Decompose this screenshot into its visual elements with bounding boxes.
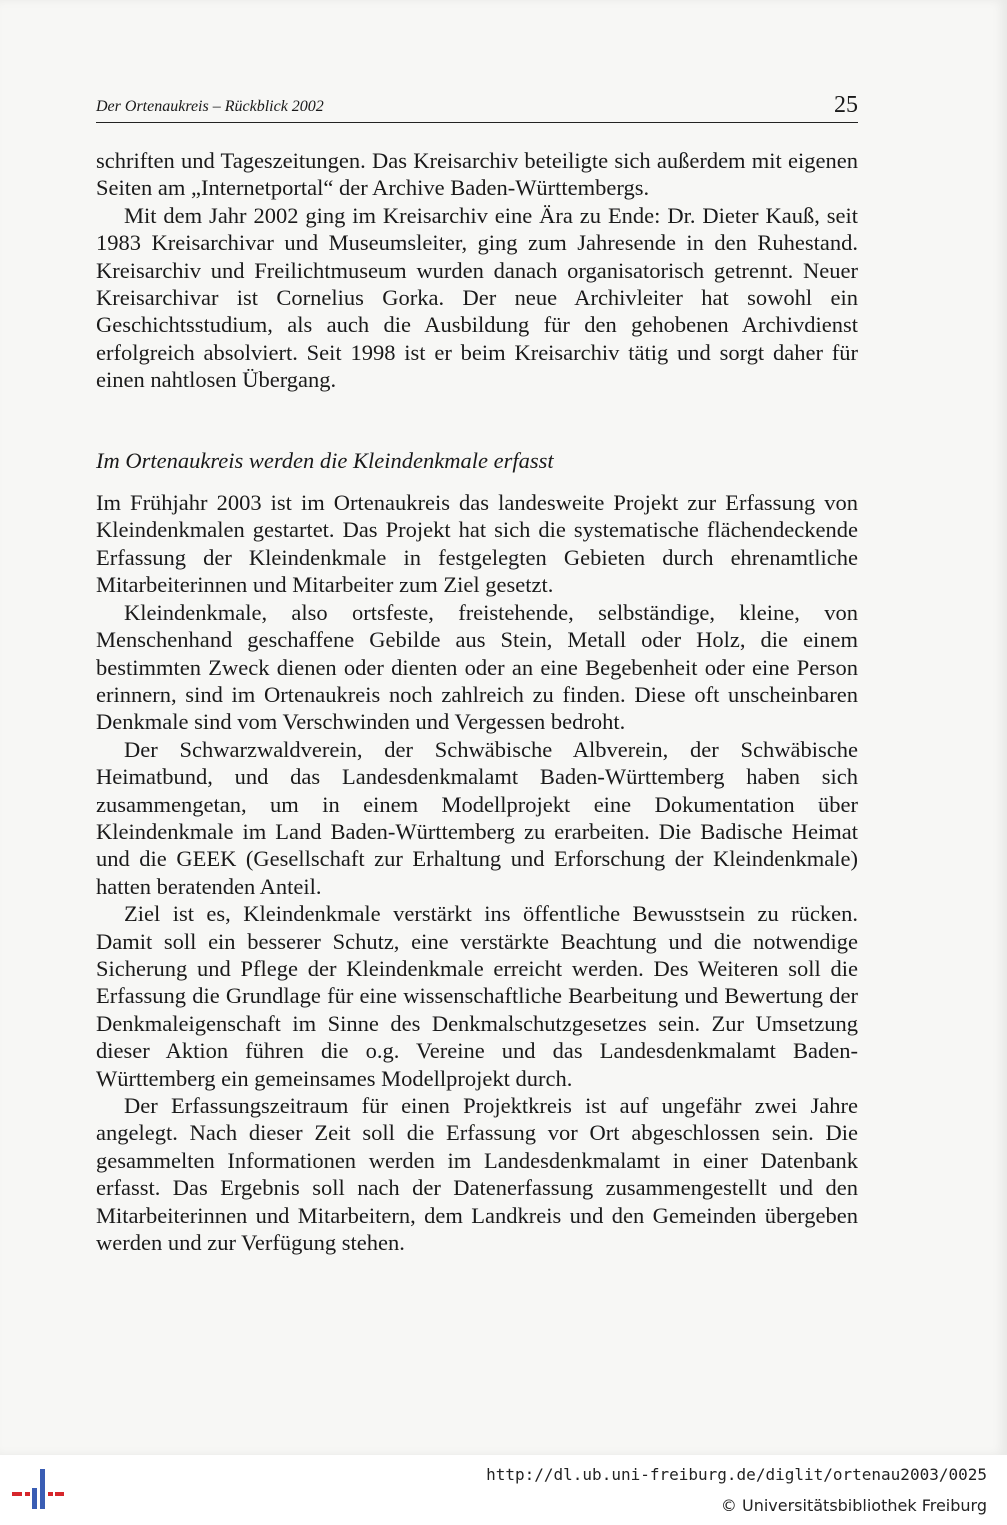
section-heading: Im Ortenaukreis werden die Kleindenkmale erfasst [96,447,554,473]
paragraph: Kleindenkmale, also ortsfeste, freistehende, selbständige, kleine, von Menschenhand geschaffene Gebilde aus Stein, Metall oder Holz, die einem bestimmten Zweck dienen oder dienten oder an eine Begebenheit oder eine Person erinnern, sind im Ortenaukreis noch zahlreich zu finden. Diese oft unscheinbaren Denkmale sind vom Verschwinden und Vergessen bedroht. [96,599,858,735]
copyright-notice: © Universitätsbibliothek Freiburg [720,1496,987,1515]
ub-freiburg-logo-icon [10,1467,66,1515]
source-url-link[interactable]: http://dl.ub.uni-freiburg.de/diglit/ortenau2003/0025 [486,1465,987,1484]
running-header [96,92,858,123]
body-text [96,147,858,1256]
paragraph: Der Erfassungszeitraum für einen Projektkreis ist auf ungefähr zwei Jahre angelegt. Nach dieser Zeit soll die Erfassung vor Ort abgeschlossen sein. Die gesammelten Informationen werden im Landesdenkmalamt in einer Datenbank erfasst. Das Ergebnis soll nach der Datenerfassung zusammengestellt und den Mitarbeiterinnen und Mitarbeitern, dem Landkreis und den Gemeinden übergeben werden und zur Verfügung stehen. [96,1093,858,1256]
paragraph: Im Frühjahr 2003 ist im Ortenaukreis das landesweite Projekt zur Erfassung von Kleindenkmalen gestartet. Das Projekt hat sich die systematische flächendeckende Erfassung der Kleindenkmale in festgelegten Gebieten durch ehrenamtliche Mitarbeiterinnen und Mitarbeiter zum Ziel gesetzt. [96,490,858,598]
paragraph: schriften und Tageszeitungen. Das Kreisarchiv beteiligte sich außerdem mit eigenen Seiten am „Internetportal“ der Archive Baden-Württembergs. [96,148,858,201]
page-number: 25 [834,92,858,118]
paragraph: Der Schwarzwaldverein, der Schwäbische Albverein, der Schwäbische Heimatbund, und das Landesdenkmalamt Baden-Württemberg haben sich zusammengetan, um in einem Modellprojekt eine Dokumentation über Kleindenkmale im Land Baden-Württemberg zu erarbeiten. Die Badische Heimat und die GEEK (Gesellschaft zur Erhaltung und Erforschung der Kleindenkmale) hatten beratenden Anteil. [96,736,858,899]
paragraph: Ziel ist es, Kleindenkmale verstärkt ins öffentliche Bewusstsein zu rücken. Damit soll ein besserer Schutz, eine verstärkte Beachtung und die notwendige Sicherung und Pflege der Kleindenkmale erreicht werden. Des Weiteren soll die Erfassung die Grundlage für eine wissenschaftliche Bearbeitung und Bewertung der Denkmaleigenschaft im Sinne des Denkmalschutzgesetzes sein. Zur Umsetzung dieser Aktion führen die o.g. Vereine und das Landesdenkmalamt Baden-Württemberg ein gemeinsames Modellprojekt durch. [96,901,858,1091]
paragraph: Mit dem Jahr 2002 ging im Kreisarchiv eine Ära zu Ende: Dr. Dieter Kauß, seit 1983 Kreisarchivar und Museumsleiter, ging zum Jahresende in den Ruhestand. Kreisarchiv und Freilichtmuseum wurden danach organisatorisch getrennt. Neuer Kreisarchivar ist Cornelius Gorka. Der neue Archivleiter hat sowohl ein Geschichtsstudium, als auch die Ausbildung für den gehobenen Archivdienst erfolgreich absolviert. Seit 1998 ist er beim Kreisarchiv tätig und sorgt daher für einen nahtlosen Übergang. [96,202,858,393]
header-title: Der Ortenaukreis – Rückblick 2002 [96,98,324,115]
viewer-footer [0,1455,1007,1525]
